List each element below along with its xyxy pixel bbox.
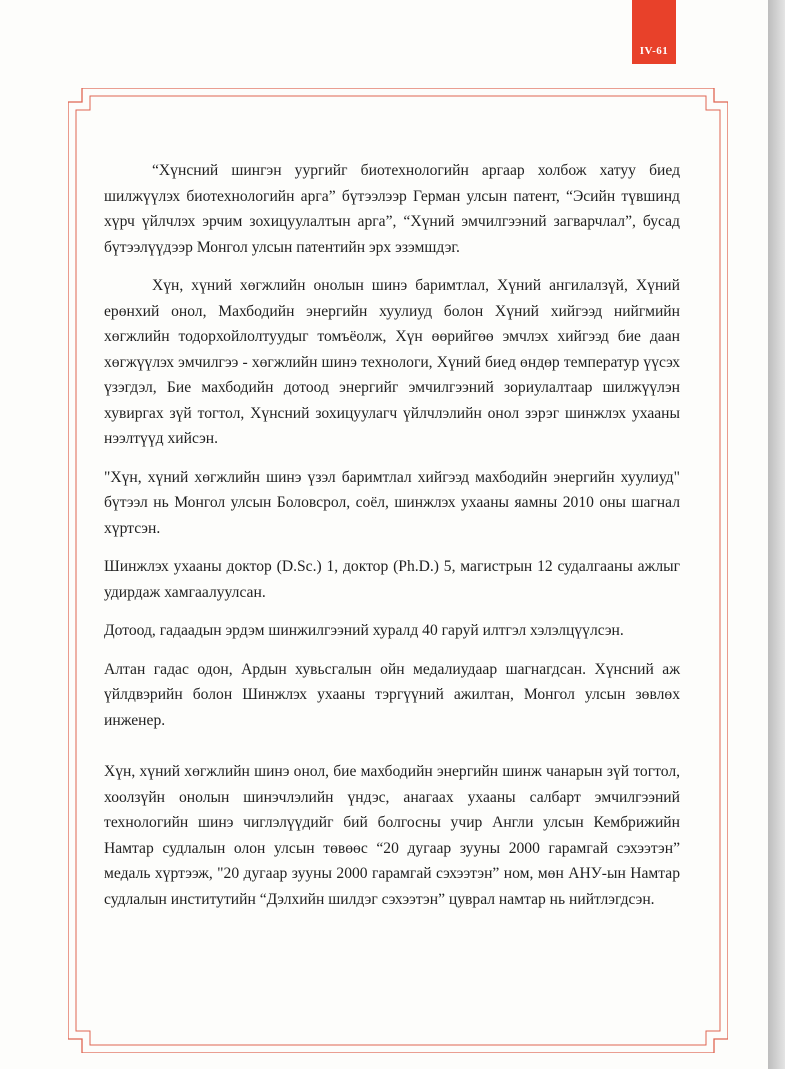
body-text — [104, 158, 680, 925]
paragraph-conferences: Дотоод, гадаадын эрдэм шинжилгээний хуралд 40 гаруй илтгэл хэлэлцүүлсэн. — [104, 622, 624, 639]
paragraph-award-2010: "Хүн, хүний хөгжлийн шинэ үзэл баримтлал хийгээд махбодийн энергийн хуулиуд" бүтээл нь Монгол улсын Боловсрол, соёл, шинжлэх ухааны яамны 2010 оны шагнал хүртсэн. — [104, 468, 680, 537]
paragraph-discoveries: Хүн, хүний хөгжлийн онолын шинэ баримтлал, Хүний ангилалзүй, Хүний ерөнхий онол, Махбодийн энергийн хуулиуд болон Хүний хийгээд нийгмийн хөгжлийн тодорхойлолтуудыг томъёолж, Хүн өөрийгөө эмчлэх хийгээд бие даан хөгжүүлэх эмчилгээ - хөгжлийн шинэ технологи, Хүний биед өндөр температур үүсэх үзэгдэл, Бие махбодийн дотоод энергийг эмчилгээний зориулалтаар шилжүүлэн хувиргах зүй тогтол, Хүнсний зохицуулагч үйлчлэлийн онол зэрэг шинжлэх ухааны нээлтүүд хийсэн. — [104, 277, 680, 447]
paragraph-honors: Алтан гадас одон, Ардын хувьсгалын ойн медалиудаар шагнагдсан. Хүнсний аж үйлдвэрийн болон Шинжлэх ухааны тэргүүний ажилтан, Монгол улсын зөвлөх инженер. — [104, 660, 680, 729]
paragraph-international-recognition: Хүн, хүний хөгжлийн шинэ онол, бие махбодийн энергийн шинж чанарын зүй тогтол, хоолзүйн онолын шинэчлэлийн үндэс, анагаах ухааны салбарт эмчилгээний технологийн шинэ чиглэлүүдийг бий болгосны учир Англи улсын Кембрижийн Намтар судлалын олон улсын төвөөс “20 дугаар зууны 2000 гарамгай сэхээтэн” медаль хүртээж, "20 дугаар зууны 2000 гарамгай сэхээтэн” ном, мөн АНУ-ын Намтар судлалын институтийн “Дэлхийн шилдэг сэхээтэн” цуврал намтар нь нийтлэгдсэн. — [104, 763, 680, 908]
page-number-tab — [632, 0, 676, 64]
page-number: IV-61 — [639, 45, 669, 57]
page-edge-shadow — [768, 0, 785, 1069]
paragraph-supervision: Шинжлэх ухааны доктор (D.Sc.) 1, доктор (Ph.D.) 5, магистрын 12 судалгааны ажлыг удирдаж хамгаалуулсан. — [104, 558, 680, 601]
paragraph-patents: “Хүнсний шингэн уургийг биотехнологийн аргаар холбож хатуу биед шилжүүлэх биотехнологийн арга” бүтээлээр Герман улсын патент, “Эсийн түвшинд хүрч үйлчлэх эрчим зохицуулалтын арга”, “Хүний эмчилгээний загварчлал”, бусад бүтээлүүдээр Монгол улсын патентийн эрх эзэмшдэг. — [104, 162, 680, 256]
